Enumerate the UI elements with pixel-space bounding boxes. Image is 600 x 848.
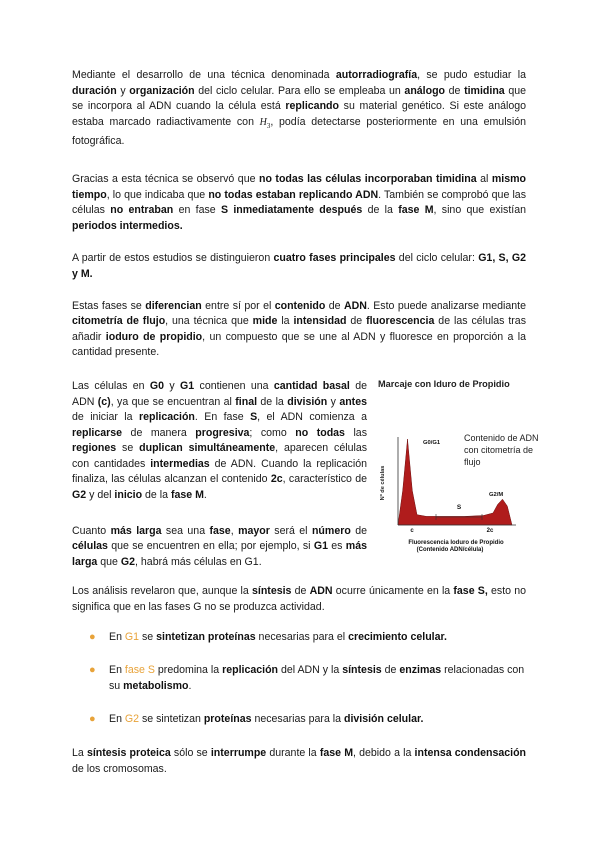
list-item-g2: ● En G2 se sintetizan proteínas necesarias para la división celular. xyxy=(72,712,526,728)
isotope-h3: $H_3$ xyxy=(259,116,271,130)
x-tick-c: c xyxy=(410,527,414,534)
flow-cytometry-figure xyxy=(376,378,539,571)
x-axis-label-1: Fluorescencia Ioduro de Propidio xyxy=(408,539,504,546)
paragraph-contenido-adn: Las células en G0 y G1 contienen una cantidad basal de ADN (c), ya que se encuentran al final de la división y antes de iniciar la replicación. En fase S, el ADN comienza a replicarse de manera progresiva; como no todas las regiones se duplican simultáneamente, aparecen células con cantidades intermedias de ADN. Cuando la replicación finaliza, las células alcanzan el contenido 2c, característico de G2 y del inicio de la fase M. xyxy=(72,379,368,502)
peak-g0g1-label: G0/G1 xyxy=(423,439,441,446)
paragraph-autorradiografia: Mediante el desarrollo de una técnica denominada autorradiografía, se pudo estudiar la duración y organización del ciclo celular. Para ello se empleaba un análogo de timidina que se incorpora al ADN cuando la célula está replicando su material genético. Si este análogo estaba marcado radiactivamente con $H_3$, podía detectarse posteriormente en una emulsión fotográfica. xyxy=(72,69,527,148)
bullet-icon: ● xyxy=(89,630,96,643)
paragraph-sintesis-adn: Los análisis revelaron que, aunque la síntesis de ADN ocurre únicamente en la fase S, esto no significa que en las fases G no se produzca actividad. xyxy=(72,585,527,614)
list-item-fase-s: ● En fase S predomina la replicación del ADN y la síntesis de enzimas relacionadas con su metabolismo. xyxy=(89,664,525,692)
annotation-line-3: flujo xyxy=(464,456,481,467)
y-axis-label: Nº de células xyxy=(380,465,386,501)
list-item-g1: ● En G1 se sintetizan proteínas necesarias para el crecimiento celular. xyxy=(72,630,526,646)
paragraph-timidina: Gracias a esta técnica se observó que no todas las células incorporaban timidina al mismo tiempo, lo que indicaba que no todas estaban replicando ADN. También se comprobó que las células no entraban en fase S inmediatamente después de la fase M, sino que existían periodos intermedios. xyxy=(72,172,526,232)
phase-activity-list xyxy=(72,630,526,728)
text-with-figure xyxy=(72,378,539,571)
x-tick-2c: 2c xyxy=(486,527,494,534)
paragraph-citometria: Estas fases se diferencian entre sí por el contenido de ADN. Esto puede analizarse mediante citometría de flujo, una técnica que mide la intensidad de fluorescencia de las células tras añadir ioduro de propidio, un compuesto que se une al ADN y fluoresce en proporción a la cantidad presente. xyxy=(72,299,526,359)
peak-g2m-label: G2/M xyxy=(489,491,504,498)
s-phase-label: S xyxy=(456,503,462,511)
paragraph-duracion-fase: Cuanto más larga sea una fase, mayor será el número de células que se encuentren en ella; por ejemplo, si G1 es más larga que G2, habrá más células en G1. xyxy=(72,524,368,568)
bullet-icon: ● xyxy=(89,664,96,677)
bullet-icon: ● xyxy=(89,713,96,726)
paragraph-sintesis-proteica: La síntesis proteica sólo se interrumpe durante la fase M, debido a la intensa condensación de los cromosomas. xyxy=(72,747,527,775)
annotation-line-1: Contenido de ADN xyxy=(464,432,539,443)
annotation-line-2: con citometría de xyxy=(464,444,534,455)
dna-histogram xyxy=(376,393,539,565)
paragraph-cuatro-fases: A partir de estos estudios se distinguieron cuatro fases principales del ciclo celular: G1, S, G2 y M. xyxy=(72,252,526,280)
document-page xyxy=(72,68,539,777)
figure-title: Marcaje con Iduro de Propidio xyxy=(378,378,510,389)
x-axis-label-2: (Contenido ADN/célula) xyxy=(416,546,484,553)
split-text-column xyxy=(72,379,367,571)
